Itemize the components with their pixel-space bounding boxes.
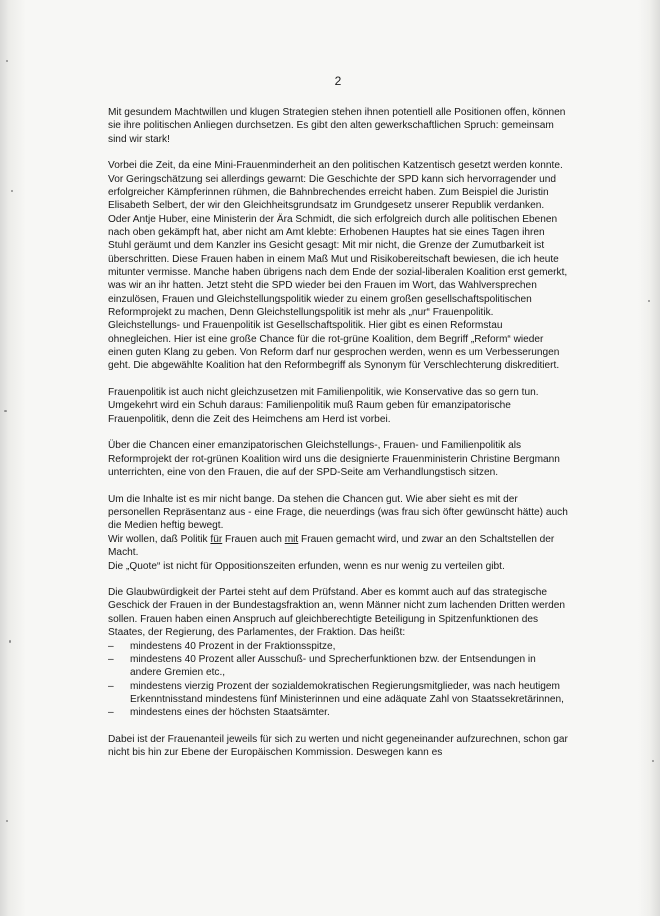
paragraph-line: Die „Quote“ ist nicht für Oppositionszeiten erfunden, wenn es nur wenig zu verteilen gibt. <box>108 560 505 572</box>
paragraph: Die Glaubwürdigkeit der Partei steht auf dem Prüfstand. Aber es kommt auch auf das strategische Geschick der Frauen in der Bundestagsfraktion an, wenn Männer nicht zum lachenden Dritten werden sollen. Frauen haben einen Anspruch auf gleichberechtigte Beteiligung in Spitzenfunktionen des Staates, der Regierung, des Parlamentes, der Fraktion. Das heißt: <box>108 587 565 639</box>
list-item: – mindestens vierzig Prozent der sozialdemokratischen Regierungsmitglieder, was nach heutigem Erkenntnisstand mindestens fünf Ministerinnen und eine adäquate Zahl von Staatssekretärinnen, <box>108 680 568 707</box>
list-item: – mindestens eines der höchsten Staatsämter. <box>108 706 568 719</box>
requirements-list <box>108 640 568 720</box>
paragraph: Vorbei die Zeit, da eine Mini-Frauenminderheit an den politischen Katzentisch gesetzt werden konnte. Vor Geringschätzung sei allerdings gewarnt: Die Geschichte der SPD kann sich hervorragender und erfolgreicher Kämpferinnen rühmen, die Bahnbrechendes erreicht haben. Zum Beispiel die Juristin Elisabeth Selbert, der wir den Gleichheitsgrundsatz im Grundgesetz unserer Republik verdanken. Oder Antje Huber, eine Ministerin der Ära Schmidt, die sich erfolgreich durch alle politischen Ebenen nach oben gekämpft hat, aber nicht am Amt klebte: Erhobenen Hauptes hat sie eines Tagen ihren Stuhl geräumt und dem Kanzler ins Gesicht gesagt: Mit mir nicht, die Grenze der Zumutbarkeit ist überschritten. Diese Frauen haben in einem Maß Mut und Risikobereitschaft bewiesen, die ich heute mitunter vermisse. Manche haben übrigens nach dem Ende der sozial-liberalen Koalition erst gemerkt, was wir an ihr hatten. Jetzt steht die SPD wieder bei den Frauen im Wort, das Wahlversprechen einzulösen, Frauen und Gleichstellungspolitik wieder zu einem großen gesellschaftspolitischen Reformprojekt zu machen, Denn Gleichstellungspolitik ist mehr als „nur“ Frauenpolitik. Gleichstellungs- und Frauenpolitik ist Gesellschaftspolitik. Hier gibt es einen Reformstau ohnegleichen. Hier ist eine große Chance für die rot-grüne Koalition, dem Begriff „Reform“ wieder einen guten Klang zu geben. Von Reform darf nur gesprochen werden, wenn es um Verbesserungen geht. Die abgewählte Koalition hat den Reformbegriff als Synonym für Verschlechterung diskreditiert. <box>108 160 568 372</box>
scan-speck <box>11 190 13 192</box>
scan-speck <box>6 820 8 822</box>
paragraph-representation <box>108 493 568 573</box>
list-item: – mindestens 40 Prozent in der Fraktionsspitze, <box>108 640 568 653</box>
list-item: – mindestens 40 Prozent aller Ausschuß- und Sprecherfunktionen bzw. der Entsendungen in andere Gremien etc., <box>108 653 568 680</box>
scan-edge-right <box>638 0 660 916</box>
text-run: Frauen gemacht wird, und zwar an den Schaltstellen der Macht. <box>108 533 555 559</box>
document-page <box>108 0 568 916</box>
scan-speck <box>4 410 7 412</box>
paragraph: Über die Chancen einer emanzipatorischen Gleichstellungs-, Frauen- und Familienpolitik als Reformprojekt der rot-grünen Koalition wird uns die designierte Frauenministerin Christine Bergmann unterrichten, eine von den Frauen, die auf der SPD-Seite am Verhandlungstisch sitzen. <box>108 440 560 479</box>
paragraph-line <box>108 533 568 560</box>
text-run: Wir wollen, daß Politik <box>108 533 211 545</box>
scan-edge-left <box>0 0 26 916</box>
paragraph: Mit gesundem Machtwillen und klugen Strategien stehen ihnen potentiell alle Positionen offen, können sie ihre politischen Anliegen durchsetzen. Es gibt den alten gewerkschaftlichen Spruch: gemeinsam sind wir stark! <box>108 107 566 145</box>
paragraph: Frauenpolitik ist auch nicht gleichzusetzen mit Familienpolitik, wie Konservative das so gern tun. Umgekehrt wird ein Schuh daraus: Familienpolitik muß Raum geben für emanzipatorische Frauenpolitik, denn die Zeit des Heimchens am Herd ist vorbei. <box>108 387 539 425</box>
scan-speck <box>6 60 8 62</box>
text-run: Frauen auch <box>222 533 285 545</box>
paragraph: Dabei ist der Frauenanteil jeweils für sich zu werten und nicht gegeneinander aufzurechnen, schon gar nicht bis hin zur Ebene der Europäischen Kommission. Deswegen kann es <box>108 733 568 759</box>
scan-speck <box>648 300 650 302</box>
page-number: 2 <box>334 74 342 88</box>
document-body <box>108 106 568 773</box>
underlined-word: für <box>210 533 223 545</box>
scan-speck <box>9 640 11 643</box>
paragraph-line: Um die Inhalte ist es mir nicht bange. Da stehen die Chancen gut. Wie aber sieht es mit der personellen Repräsentanz aus - eine Frage, die neuerdings (was frau sich öfter gewünscht hätte) auch die Medien heftig bewegt. <box>108 493 568 532</box>
underlined-word: mit <box>284 533 299 545</box>
scan-speck <box>652 760 654 762</box>
